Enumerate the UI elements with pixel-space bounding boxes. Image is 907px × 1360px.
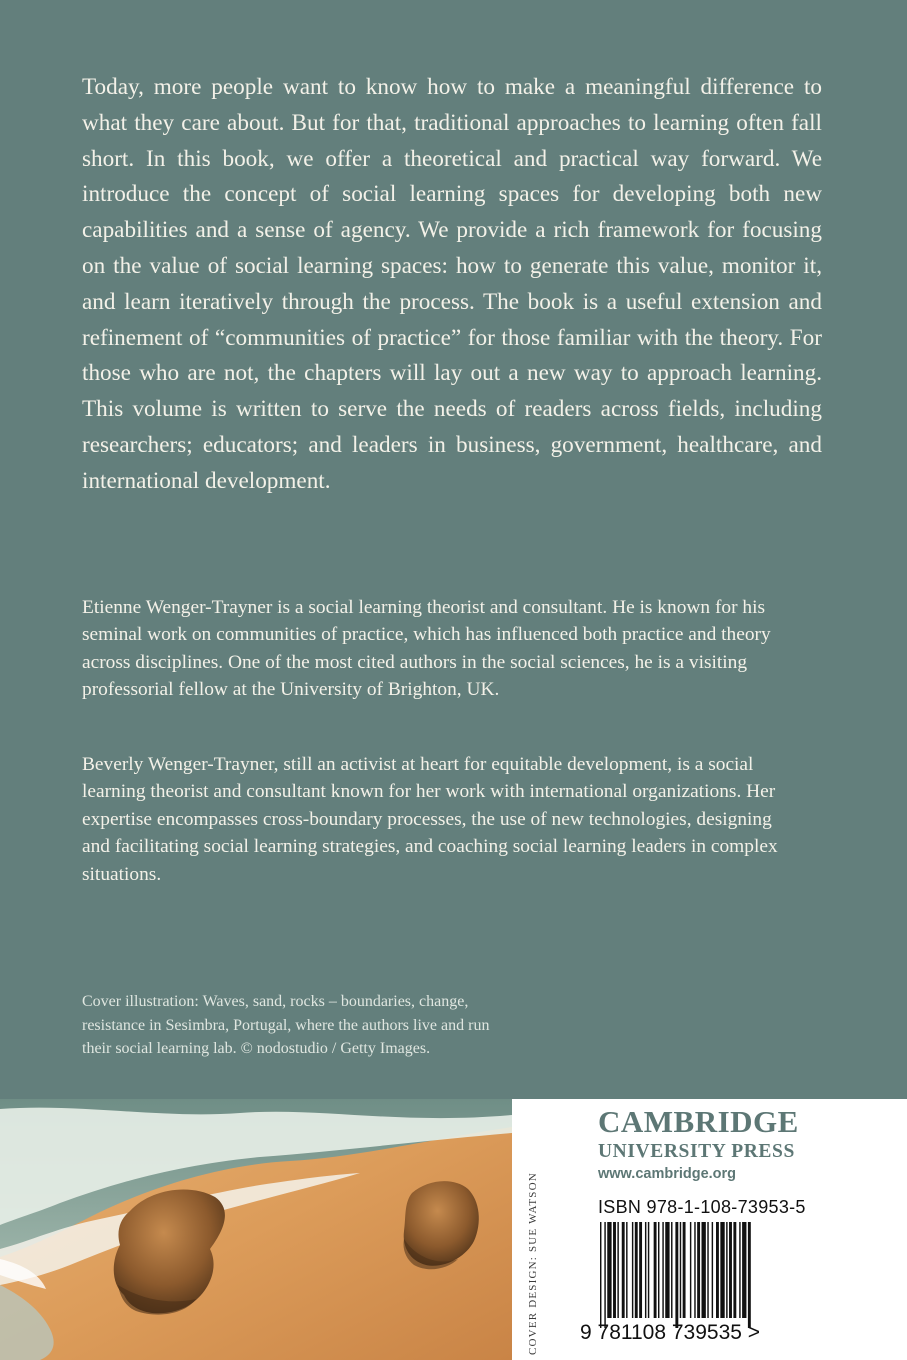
publisher-subtitle: UNIVERSITY PRESS xyxy=(598,1141,795,1162)
barcode-bar xyxy=(683,1222,686,1318)
barcode-bar xyxy=(690,1222,691,1318)
author-bio-beverly: Beverly Wenger-Trayner, still an activist at heart for equitable development, is a social learning theorist and consultant known for her work with international organizations. Her expertise encompasses cross-boundary processes, the use of new technologies, designing and facilitating social learning strategies, and coaching social learning leaders in complex situations. xyxy=(82,754,778,885)
beach-rocks-photo xyxy=(0,1099,512,1360)
barcode-bar xyxy=(658,1222,659,1318)
barcode-digits: 9 781108 739535 > xyxy=(580,1321,761,1344)
barcode-bar xyxy=(707,1222,708,1318)
barcode-bar xyxy=(648,1222,649,1318)
cover-illustration-credit: Cover illustration: Waves, sand, rocks – boundaries, change, resistance in Sesimbra, Portugal, where the authors live and run their social learning lab. © nodostudio / Getty Images. xyxy=(82,993,490,1057)
blurb-text: Today, more people want to know how to make a meaningful difference to what they care about. But for that, traditional approaches to learning often fall short. In this book, we offer a theoretical and practical way forward. We introduce the concept of social learning spaces for developing both new capabilities and a sense of agency. We provide a rich framework for focusing on the value of social learning spaces: how to generate this value, monitor it, and learn iteratively through the process. The book is a useful extension and refinement of “communities of practice” for those familiar with the theory. For those who are not, the chapters will lay out a new way to approach learning. This volume is written to serve the needs of readers across fields, including researchers; educators; and leaders in business, government, healthcare, and international development. xyxy=(82,74,822,494)
barcode-bar xyxy=(675,1222,678,1328)
barcode-bar xyxy=(680,1222,681,1318)
barcode-bar xyxy=(654,1222,657,1318)
barcode-bar xyxy=(748,1222,751,1328)
barcode-bar xyxy=(604,1222,605,1328)
publisher-url: www.cambridge.org xyxy=(598,1166,737,1182)
barcode-bar xyxy=(626,1222,627,1318)
barcode-bar xyxy=(622,1222,625,1318)
cover-design-credit: COVER DESIGN: SUE WATSON xyxy=(527,1172,539,1355)
barcode-bar xyxy=(607,1222,611,1318)
barcode-bar xyxy=(739,1222,740,1318)
barcode xyxy=(596,1222,807,1334)
barcode-bar xyxy=(729,1222,732,1318)
barcode-bar xyxy=(635,1222,638,1318)
isbn-label: ISBN 978-1-108-73953-5 xyxy=(598,1197,806,1217)
barcode-bar xyxy=(665,1222,669,1318)
barcode-bar xyxy=(617,1222,618,1318)
publisher-name: CAMBRIDGE xyxy=(598,1104,799,1139)
beach-illustration xyxy=(0,1099,512,1360)
barcode-bar xyxy=(662,1222,663,1318)
barcode-bar xyxy=(697,1222,700,1318)
barcode-bar xyxy=(702,1222,706,1318)
barcode-bar xyxy=(694,1222,695,1318)
barcode-bar xyxy=(733,1222,736,1318)
author-bio-etienne: Etienne Wenger-Trayner is a social learning theorist and consultant. He is known for his seminal work on communities of practice, which has influenced both practice and theory across disciplines. One of the most cited authors in the social sciences, he is a visiting professorial fellow at the University of Brighton, UK. xyxy=(82,597,771,701)
barcode-bar xyxy=(720,1222,724,1318)
barcode-bar xyxy=(712,1222,713,1318)
barcode-bar xyxy=(632,1222,633,1318)
barcode-bar xyxy=(716,1222,719,1318)
barcode-bar xyxy=(671,1222,672,1318)
barcode-bar xyxy=(742,1222,746,1318)
barcode-bar xyxy=(613,1222,616,1318)
barcode-bar xyxy=(645,1222,646,1318)
barcode-bar xyxy=(600,1222,601,1328)
barcode-bar xyxy=(639,1222,642,1318)
barcode-bar xyxy=(726,1222,727,1318)
